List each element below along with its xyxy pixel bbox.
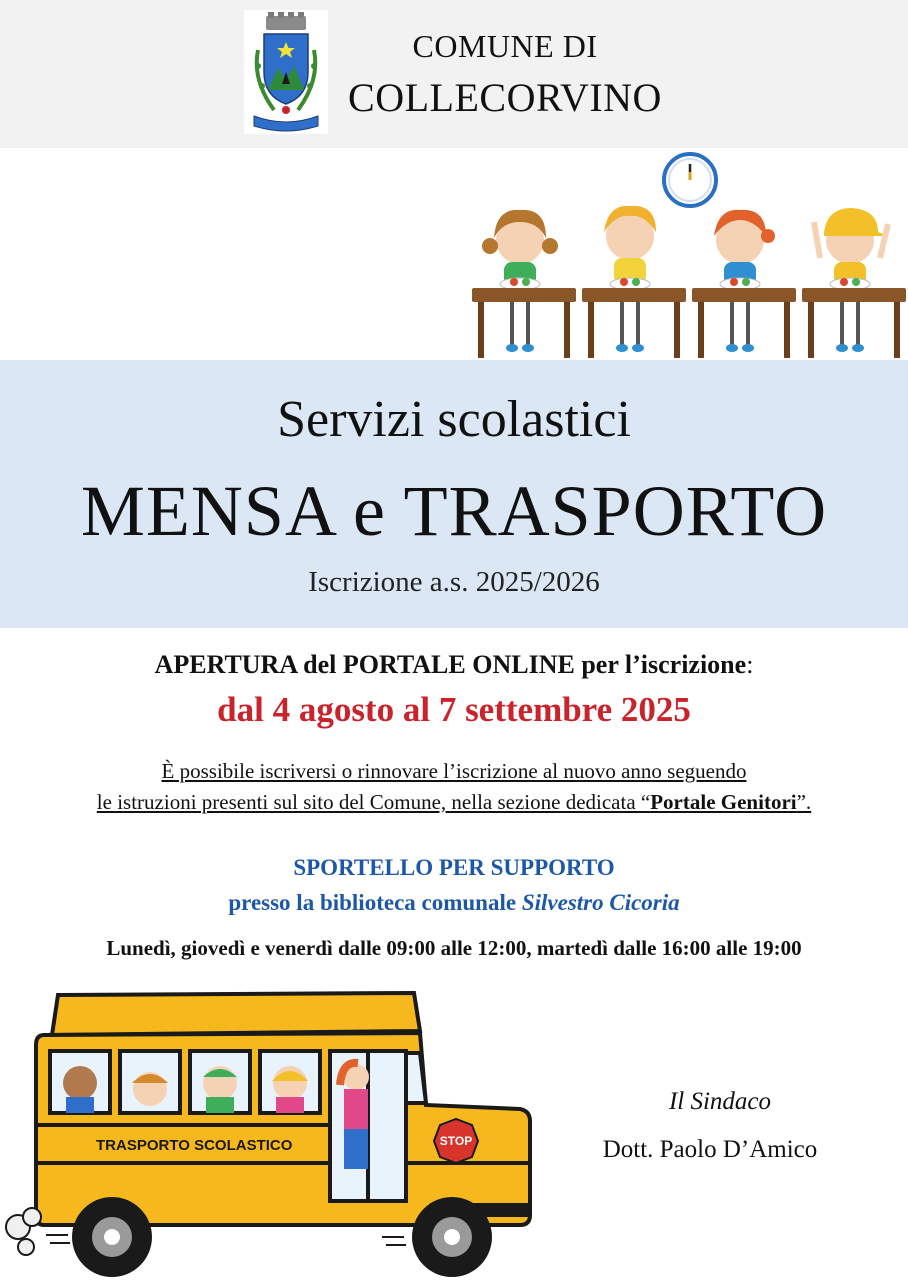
- comune-label: COMUNE DI: [412, 28, 598, 64]
- municipal-crest-icon: [244, 10, 328, 134]
- mayor-name: Dott. Paolo D’Amico: [602, 1136, 818, 1163]
- support-title: SPORTELLO PER SUPPORTO: [293, 855, 615, 880]
- instructions-line-2-post: ”.: [796, 790, 812, 814]
- instructions-line-2-pre: le istruzioni presenti sul sito del Comune, nella sezione dedicata “: [96, 790, 651, 814]
- main-title: MENSA e TRASPORTO: [80, 471, 828, 551]
- portal-genitori-label: Portale Genitori: [650, 790, 797, 814]
- stop-sign-label: STOP: [439, 1134, 473, 1148]
- support-hours: Lunedì, giovedì e venerdì dalle 09:00 alle 12:00, martedì dalle 16:00 alle 19:00: [106, 936, 802, 960]
- support-section: [0, 850, 908, 920]
- library-name: Silvestro Cicoria: [521, 890, 680, 915]
- comune-name: COLLECORVINO: [348, 75, 662, 120]
- portal-heading: [0, 650, 908, 680]
- instructions-line-2: [0, 787, 908, 818]
- support-place: [0, 885, 908, 920]
- mayor-role: Il Sindaco: [668, 1088, 772, 1115]
- bus-label: TRASPORTO SCOLASTICO: [96, 1137, 293, 1154]
- portal-heading-colon: :: [746, 650, 754, 679]
- services-subtitle: Servizi scolastici: [277, 391, 631, 448]
- portal-heading-text: APERTURA del PORTALE ONLINE per l’iscrizione: [154, 650, 747, 679]
- support-place-pre: presso la biblioteca comunale: [228, 890, 522, 915]
- enrollment-dates: dal 4 agosto al 7 settembre 2025: [217, 690, 691, 729]
- children-eating-at-desks-icon: [468, 150, 908, 362]
- portal-instructions: [0, 756, 908, 818]
- school-bus-icon: [0, 985, 540, 1280]
- enrollment-year: Iscrizione a.s. 2025/2026: [308, 566, 600, 598]
- instructions-line-1: È possibile iscriversi o rinnovare l’iscrizione al nuovo anno seguendo: [161, 759, 747, 783]
